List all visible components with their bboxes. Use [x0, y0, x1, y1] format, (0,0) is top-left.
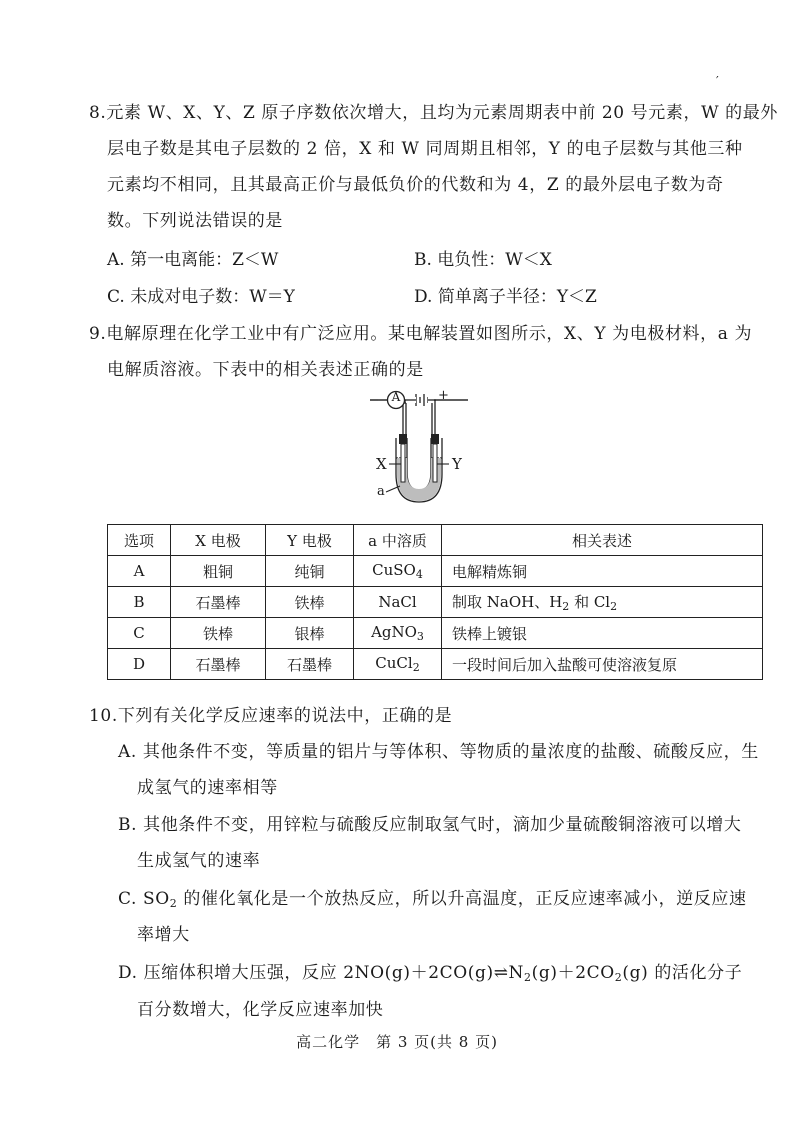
q8-option-a: A. 第一电离能：Z＜W: [107, 250, 279, 270]
q8-option-b: B. 电负性：W＜X: [414, 250, 552, 270]
page-footer: 高二化学 第 3 页(共 8 页): [296, 1033, 498, 1051]
cell-y: 银棒: [266, 618, 354, 649]
cell-x: 粗铜: [171, 556, 266, 587]
cell-x: 铁棒: [171, 618, 266, 649]
q10-option-b-line-2: 生成氢气的速率: [137, 851, 261, 871]
table-row: [108, 556, 763, 587]
q8-option-c: C. 未成对电子数：W＝Y: [107, 287, 295, 307]
electrode-x-label: X: [376, 455, 387, 473]
electrode-y-label: Y: [452, 455, 462, 473]
q10-title: 10.下列有关化学反应速率的说法中，正确的是: [89, 706, 453, 726]
q8-line-3: 元素均不相同，且其最高正价与最低负价的代数和为 4，Z 的最外层电子数为奇: [107, 175, 724, 195]
cell-option: D: [108, 649, 171, 680]
q10-option-d-line-1: D. 压缩体积增大压强，反应 $2NO(g)+2CO(g)\rightleftharpoons N_2(g)+2CO_2(g)$ 的活化分子: [118, 963, 743, 984]
cell-solute: CuCl$_2$: [354, 649, 442, 680]
q9-line-1: 9.电解原理在化学工业中有广泛应用。某电解装置如图所示，X、Y 为电极材料，a 为: [89, 324, 753, 344]
cell-description: 铁棒上镀银: [442, 618, 763, 649]
battery-plus-label: +: [438, 388, 449, 403]
q10-option-b-line-1: B. 其他条件不变，用锌粒与硫酸反应制取氢气时，滴加少量硫酸铜溶液可以增大: [118, 815, 742, 835]
cell-description: 电解精炼铜: [442, 556, 763, 587]
table-row: [108, 587, 763, 618]
electrolysis-diagram: [370, 390, 480, 506]
cell-y: 纯铜: [266, 556, 354, 587]
cell-option: A: [108, 556, 171, 587]
cell-x: 石墨棒: [171, 587, 266, 618]
solution-a-label: a: [377, 484, 385, 499]
q10-option-d-line-2: 百分数增大，化学反应速率加快: [137, 1000, 384, 1020]
cell-option: B: [108, 587, 171, 618]
header-solute: a 中溶质: [354, 525, 442, 556]
q8-line-2: 层电子数是其电子层数的 2 倍，X 和 W 同周期且相邻，Y 的电子层数与其他三种: [107, 139, 743, 159]
q9-line-2: 电解质溶液。下表中的相关表述正确的是: [107, 360, 424, 380]
header-description: 相关表述: [442, 525, 763, 556]
q10-option-c-line-2: 率增大: [137, 925, 190, 945]
q8-option-d: D. 简单离子半径：Y＜Z: [414, 287, 597, 307]
table-row: [108, 618, 763, 649]
table-row: [108, 649, 763, 680]
cell-y: 铁棒: [266, 587, 354, 618]
cell-x: 石墨棒: [171, 649, 266, 680]
corner-mark: ′: [716, 74, 719, 88]
header-option: 选项: [108, 525, 171, 556]
table-header-row: [108, 525, 763, 556]
q10-option-a-line-2: 成氢气的速率相等: [137, 778, 278, 798]
cell-description: 制取 NaOH、$H_2$ 和 $Cl_2$: [442, 587, 763, 618]
header-y-electrode: Y 电极: [266, 525, 354, 556]
cell-solute: AgNO$_3$: [354, 618, 442, 649]
ammeter-label: A: [391, 390, 401, 404]
cell-description: 一段时间后加入盐酸可使溶液复原: [442, 649, 763, 680]
q10-option-c-line-1: C. $SO_2$ 的催化氧化是一个放热反应，所以升高温度，正反应速率减小，逆反应速: [118, 889, 747, 910]
cell-solute: CuSO$_4$: [354, 556, 442, 587]
q8-line-1: 8.元素 W、X、Y、Z 原子序数依次增大，且均为元素周期表中前 20 号元素，W 的最外: [89, 103, 778, 123]
cell-y: 石墨棒: [266, 649, 354, 680]
cell-option: C: [108, 618, 171, 649]
q10-option-a-line-1: A. 其他条件不变，等质量的铝片与等体积、等物质的量浓度的盐酸、硫酸反应，生: [118, 742, 759, 762]
q8-line-4: 数。下列说法错误的是: [107, 211, 283, 231]
cell-solute: NaCl: [354, 587, 442, 618]
q9-options-table: [107, 524, 763, 680]
header-x-electrode: X 电极: [171, 525, 266, 556]
